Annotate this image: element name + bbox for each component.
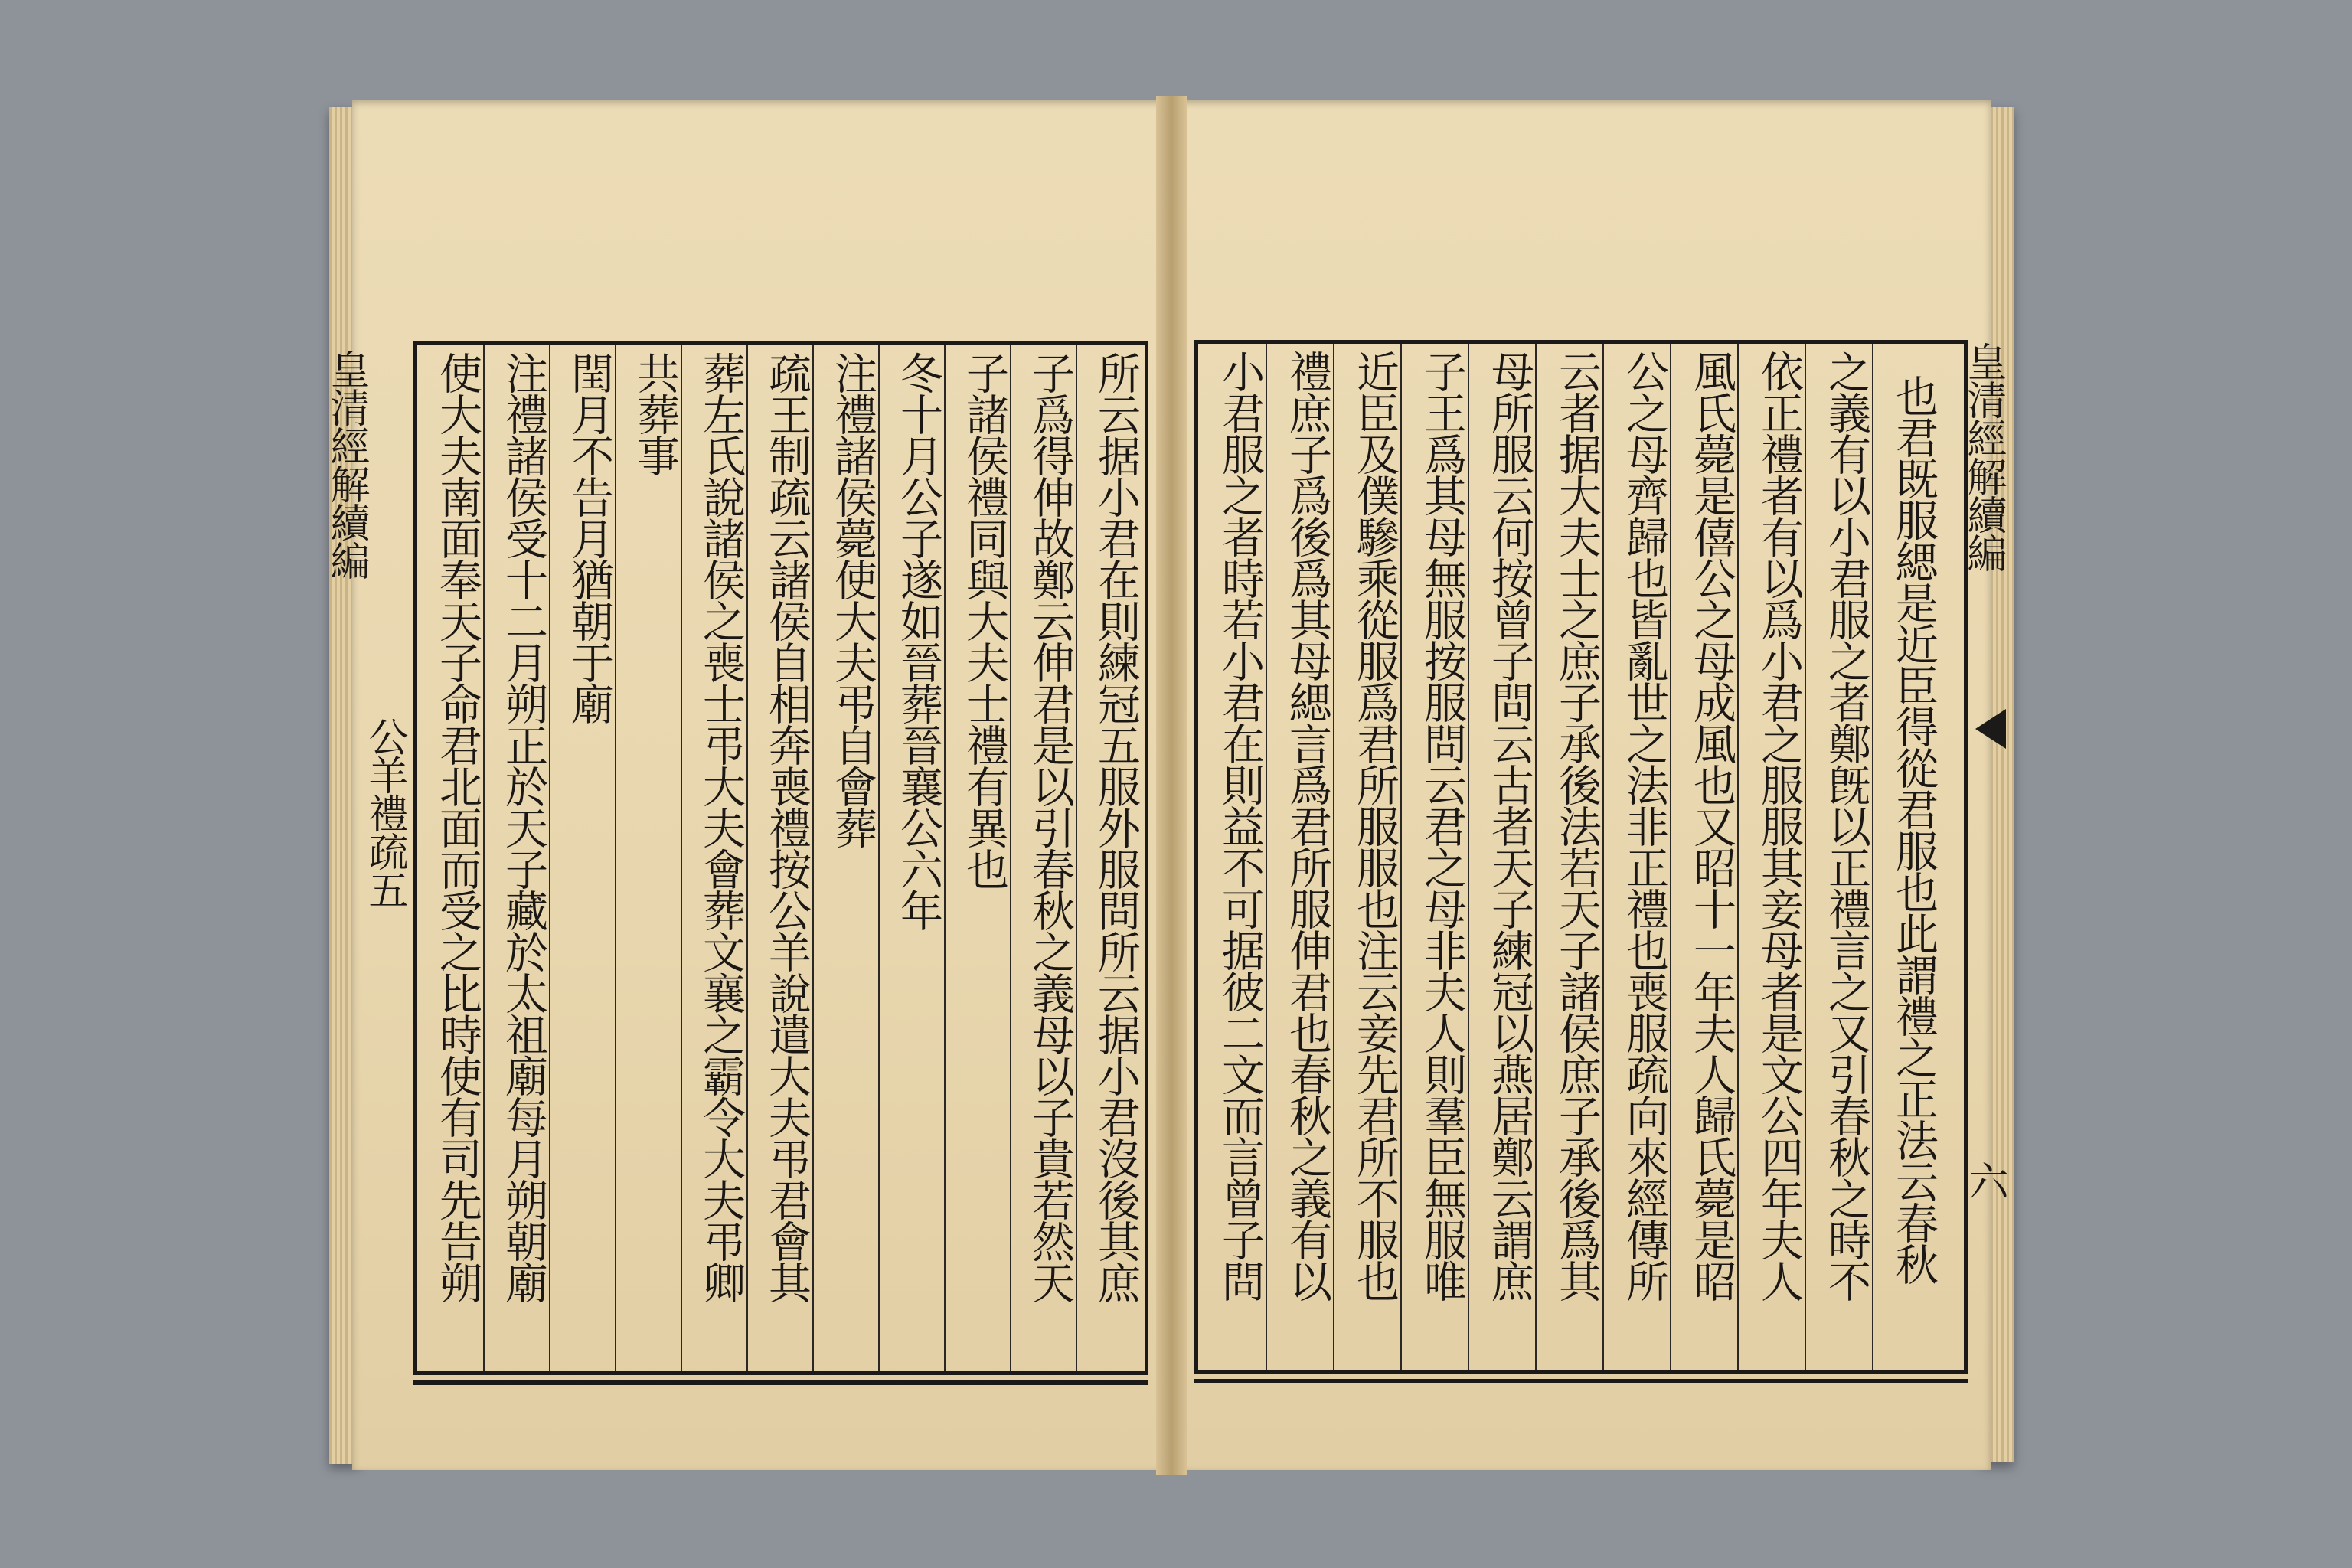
right-column-3: 依正禮者有以爲小君之服服其妾母者是文公四年夫人 — [1754, 350, 1804, 1301]
right-column-1: 也君既服緦是近臣得從君服也此謂禮之正法云春秋 — [1889, 374, 1939, 1284]
left-margin-section: 公羊禮疏五 — [361, 717, 407, 908]
right-column-5: 公之母齊歸也皆亂世之法非正禮也喪服疏向來經傳所 — [1619, 350, 1669, 1301]
right-column-8: 子王爲其母無服按服問云君之母非夫人則羣臣無服唯 — [1417, 350, 1467, 1301]
left-column-9: 閏月不告月猶朝于廟 — [564, 351, 614, 724]
left-column-6: 疏王制疏云諸侯自相奔喪禮按公羊說遣大夫弔君會其 — [762, 351, 812, 1302]
right-column-4: 風氏薨是僖公之母成風也又昭十一年夫人歸氏薨是昭 — [1687, 350, 1736, 1301]
left-column-7: 葬左氏說諸侯之喪士弔大夫會葬文襄之霸令大夫弔卿 — [696, 351, 746, 1302]
right-column-6: 云者据大夫士之庶子承後法若天子諸侯庶子承後爲其 — [1552, 350, 1602, 1301]
right-text-frame — [1194, 340, 1968, 1374]
book-gutter — [1156, 96, 1187, 1475]
left-column-10: 注禮諸侯受十二月朔正於天子藏於太祖廟每月朔朝廟 — [498, 351, 548, 1302]
right-margin-number: 六 — [1962, 1161, 2007, 1199]
open-book — [323, 96, 2014, 1475]
left-column-4: 冬十月公子遂如晉葬晉襄公六年 — [893, 351, 943, 930]
left-column-11: 使大夫南面奉天子命君北面而受之比時使有司先告朔 — [433, 351, 482, 1302]
left-column-8: 共葬事 — [630, 351, 680, 475]
right-column-2: 之義有以小君服之者鄭旣以正禮言之又引春秋之時不 — [1821, 350, 1871, 1301]
left-column-5: 注禮諸侯薨使大夫弔自會葬 — [828, 351, 877, 848]
left-column-1: 所云据小君在則練冠五服外服問所云据小君沒後其庶 — [1091, 351, 1141, 1302]
right-column-11: 小君服之者時若小君在則益不可据彼二文而言曾子問 — [1215, 350, 1265, 1301]
left-column-3: 子諸侯禮同與大夫士禮有異也 — [959, 351, 1009, 889]
left-margin-title: 皇清經解續編 — [323, 349, 369, 579]
left-text-frame — [413, 341, 1148, 1375]
right-column-7: 母所服云何按曾子問云古者天子練冠以燕居鄭云謂庶 — [1485, 350, 1534, 1301]
left-column-2: 子爲得伸故鄭云伸君是以引春秋之義母以子貴若然天 — [1025, 351, 1075, 1302]
right-margin-title: 皇清經解續編 — [1960, 341, 2006, 571]
right-column-10: 禮庶子爲後爲其母緦言爲君所服伸君也春秋之義有以 — [1282, 350, 1332, 1301]
fish-tail-mark — [1975, 709, 2006, 749]
right-column-9: 近臣及僕驂乘從服爲君所服服也注云妾先君所不服也 — [1350, 350, 1400, 1301]
